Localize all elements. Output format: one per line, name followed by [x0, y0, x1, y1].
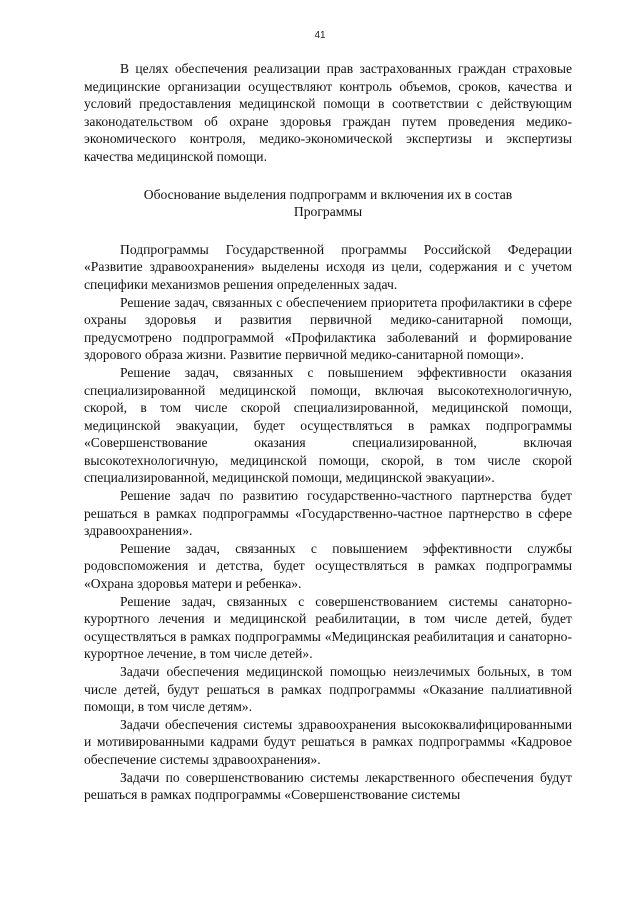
paragraph-maternity: Решение задач, связанных с повышением эффективности службы родовспоможения и детства, будет осуществляться в рамках подпрограммы «Охрана здоровья матери и ребенка». — [84, 540, 572, 592]
paragraph-subprograms-intro: Подпрограммы Государственной программы Российской Федерации «Развитие здравоохранения» выделены исходя из цели, содержания и с учетом специфики механизмов решения определенных задач. — [84, 241, 572, 292]
paragraph-staffing: Задачи обеспечения системы здравоохранения высококвалифицированными и мотивированными кадрами будут решаться в рамках подпрограммы «Кадровое обеспечение системы здравоохранения». — [84, 716, 572, 767]
document-body — [84, 60, 572, 804]
paragraph-prevention: Решение задач, связанных с обеспечением приоритета профилактики в сфере охраны здоровья и развития первичной медико-санитарной помощи, предусмотрено подпрограммой «Профилактика заболеваний и формирование здорового образа жизни. Развитие первичной медико-санитарной помощи». — [84, 294, 572, 363]
section-heading-line-2: Программы — [293, 204, 363, 220]
paragraph-public-private-partnership: Решение задач по развитию государственно-частного партнерства будет решаться в рамках подпрограммы «Государственно-частное партнерство в сфере здравоохранения». — [84, 488, 572, 539]
paragraph-palliative: Задачи обеспечения медицинской помощью неизлечимых больных, в том числе детей, будут решаться в рамках подпрограммы «Оказание паллиативной помощи, в том числе детям». — [84, 664, 572, 715]
page-number: 41 — [314, 30, 326, 41]
section-heading-line-1: Обоснование выделения подпрограмм и включения их в состав — [143, 186, 513, 202]
paragraph-specialized-care: Решение задач, связанных с повышением эффективности оказания специализированной медицинской помощи, включая высокотехнологичную, скорой, в том числе скорой специализированной, медицинской помощи, медицинской эвакуации, будет осуществляться в рамках подпрограммы «Совершенствование оказания специализированной, включая высокотехнологичную, медицинской помощи, скорой, в том числе скорой специализированной, медицинской помощи, медицинской эвакуации». — [84, 364, 572, 486]
paragraph-rehabilitation: Решение задач, связанных с совершенствованием системы санаторно-курортного лечения и медицинской реабилитации, в том числе детей, будет осуществляться в рамках подпрограммы «Медицинская реабилитация и санаторно-курортное лечение, в том числе детей». — [84, 593, 572, 662]
paragraph-insurance-control: В целях обеспечения реализации прав застрахованных граждан страховые медицинские организации осуществляют контроль объемов, сроков, качества и условий предоставления медицинской помощи в соответствии с действующим законодательством об охране здоровья граждан путем проведения медико-экономического контроля, медико-экономической экспертизы и экспертизы качества медицинской помощи. — [84, 61, 572, 164]
paragraph-drug-supply: Задачи по совершенствованию системы лекарственного обеспечения будут решаться в рамках подпрограммы «Совершенствование системы — [84, 769, 572, 803]
section-heading — [84, 186, 572, 221]
